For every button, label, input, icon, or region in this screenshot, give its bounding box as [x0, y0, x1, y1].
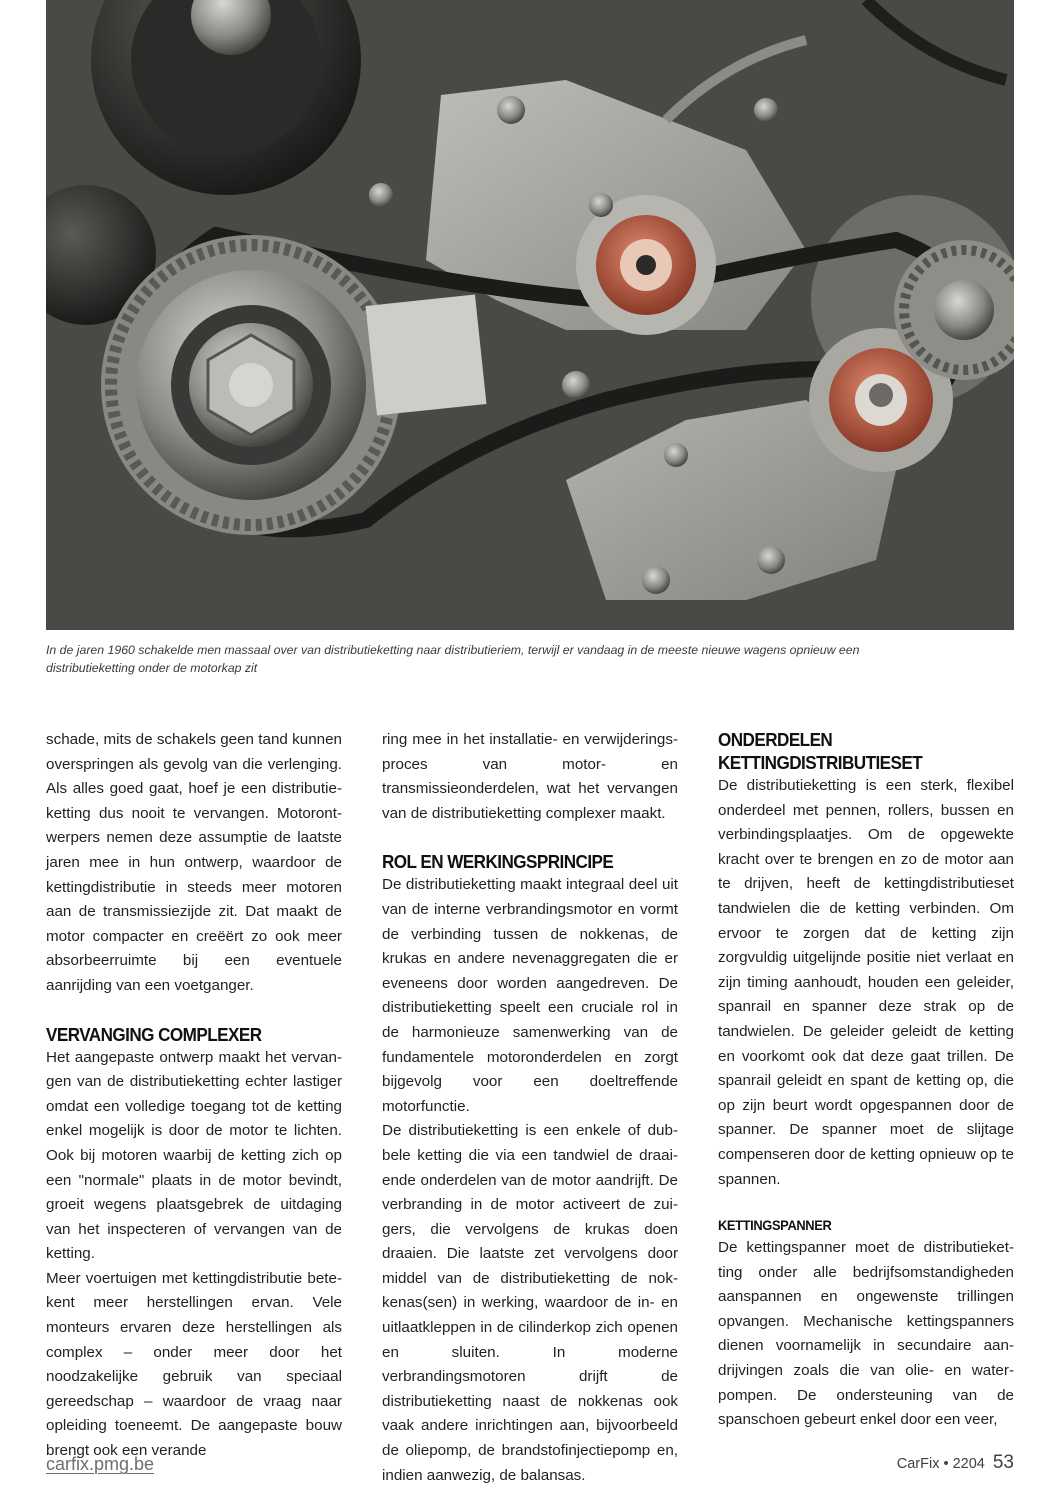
article-column-3 — [718, 728, 1014, 1433]
page-number: 53 — [992, 1452, 1014, 1473]
paragraph: ring mee in het installatie- en verwijderingsproces van motor- en transmissieonderdelen, wat het vervangen van de distributieketting complexer maakt. — [382, 731, 678, 822]
paragraph: schade, mits de schakels geen tand kunnen overspringen als gevolg van die verlenging. Als alles goed gaat, hoef je een distributieketting dus nooit te vervangen. Motorontwerpers nemen deze assumptie de laatste jaren mee in hun ontwerp, waardoor de kettingdistributie in steeds meer motoren aan de transmissiezijde zit. Dat maakt de motor compacter en creëërt zo ook meer absorbeerruimte bij een eventuele aanrijding van een voetganger. — [46, 731, 342, 994]
engine-photo — [46, 0, 1014, 630]
article-column-2 — [382, 728, 678, 1488]
photo-caption: In de jaren 1960 schakelde men massaal over van distributieketting naar distributieriem, terwijl er vandaag in de meeste nieuwe wagens opnieuw een distributieketting onder de motorkap zit — [46, 643, 860, 675]
section-heading: ONDERDELEN KETTINGDISTRIBUTIESET — [718, 729, 923, 773]
article-column-1 — [46, 728, 342, 1464]
section-heading: ROL EN WERKINGSPRINCIPE — [382, 851, 614, 873]
paragraph: De distributieketting maakt integraal deel uit van de interne verbrandingsmotor en vormt de verbinding tussen de nokkenas, de krukas en andere nevenaggregaten die er eveneens door worden aangedreven. De distributieketting speelt een cruciale rol in de harmonieuze samenwerking van de fundamentele motoronderdelen en zorgt bijgevolg voor een doeltreffende motorfunctie. — [382, 876, 678, 1115]
paragraph: De distributieketting is een enkele of dubbele ketting die via een tandwiel de draaiende onderdelen van de motor aandrijft. De verbranding in de motor activeert de zuigers, die vervolgens de krukas doen draaien. Die laatste zet vervolgens door middel van de distributieketting de nokkenas(sen) in werking, waardoor de in- en uitlaatkleppen in de cilinderkop zich openen en sluiten. In moderne verbrandingsmotoren drijft de distributieketting naast de nokkenas ook vaak andere inrichtingen aan, bijvoorbeeld de oliepomp, de brandstofinjectiepomp en, indien aanwezig, de balansas. — [382, 1122, 678, 1484]
website-link[interactable]: carfix.pmg.be — [46, 1454, 155, 1474]
paragraph: De distributieketting is een sterk, flexibel onderdeel met pennen, rollers, bussen en verbindingsplaatjes. Om de opgewekte kracht over te brengen en zo de motor aan te drijven, heeft de kettingdistributieset tandwielen die de ketting verbinden. Om ervoor te zorgen dat de ketting zijn zorgvuldig uitgelijnde positie niet verlaat en zijn timing aanhoudt, houden een geleider, spanrail en spanner deze strak op de tandwielen. De geleider geleidt de ketting en voorkomt ook dat deze gaat trillen. De spanrail geleidt en spant de ketting op, die op zijn beurt wordt opgespannen door de spanner. De spanner moet de slijtage compenseren door de ketting opnieuw op te spannen. — [718, 777, 1014, 1188]
subsection-heading: KETTINGSPANNER — [718, 1217, 832, 1234]
engine-timing-belt-illustration — [46, 0, 1014, 630]
paragraph: De kettingspanner moet de distributieketting onder alle bedrijfsomstandigheden aanspannen en ongewenste trillingen opvangen. Mechanische kettingspanners dienen voornamelijk in secundaire aandrijvingen zoals die van olie- en waterpompen. De ondersteuning van de spanschoen gebeurt enkel door een veer, — [718, 1239, 1014, 1429]
paragraph: Meer voertuigen met kettingdistributie betekent meer herstellingen ervan. Vele monteurs ervaren deze herstellingen als complex – onder meer door het noodzakelijke gebruik van speciaal gereedschap – waardoor de vraag naar opleiding toeneemt. De aangepaste bouw brengt ook een verande — [46, 1269, 342, 1460]
section-heading: VERVANGING COMPLEXER — [46, 1023, 262, 1045]
magazine-issue: CarFix • 2204 — [896, 1456, 985, 1472]
page-footer — [897, 1452, 1014, 1474]
paragraph: Het aangepaste ontwerp maakt het vervangen van de distributieketting echter lastiger omdat een volledige toegang tot de ketting enkel mogelijk is door de motor te lichten. Ook bij motoren waarbij de ketting zich op een "normale" plaats in de motor bevindt, groeit wegens plaatsgebrek de uitdaging van het inspecteren of vervangen van de ketting. — [46, 1048, 342, 1263]
